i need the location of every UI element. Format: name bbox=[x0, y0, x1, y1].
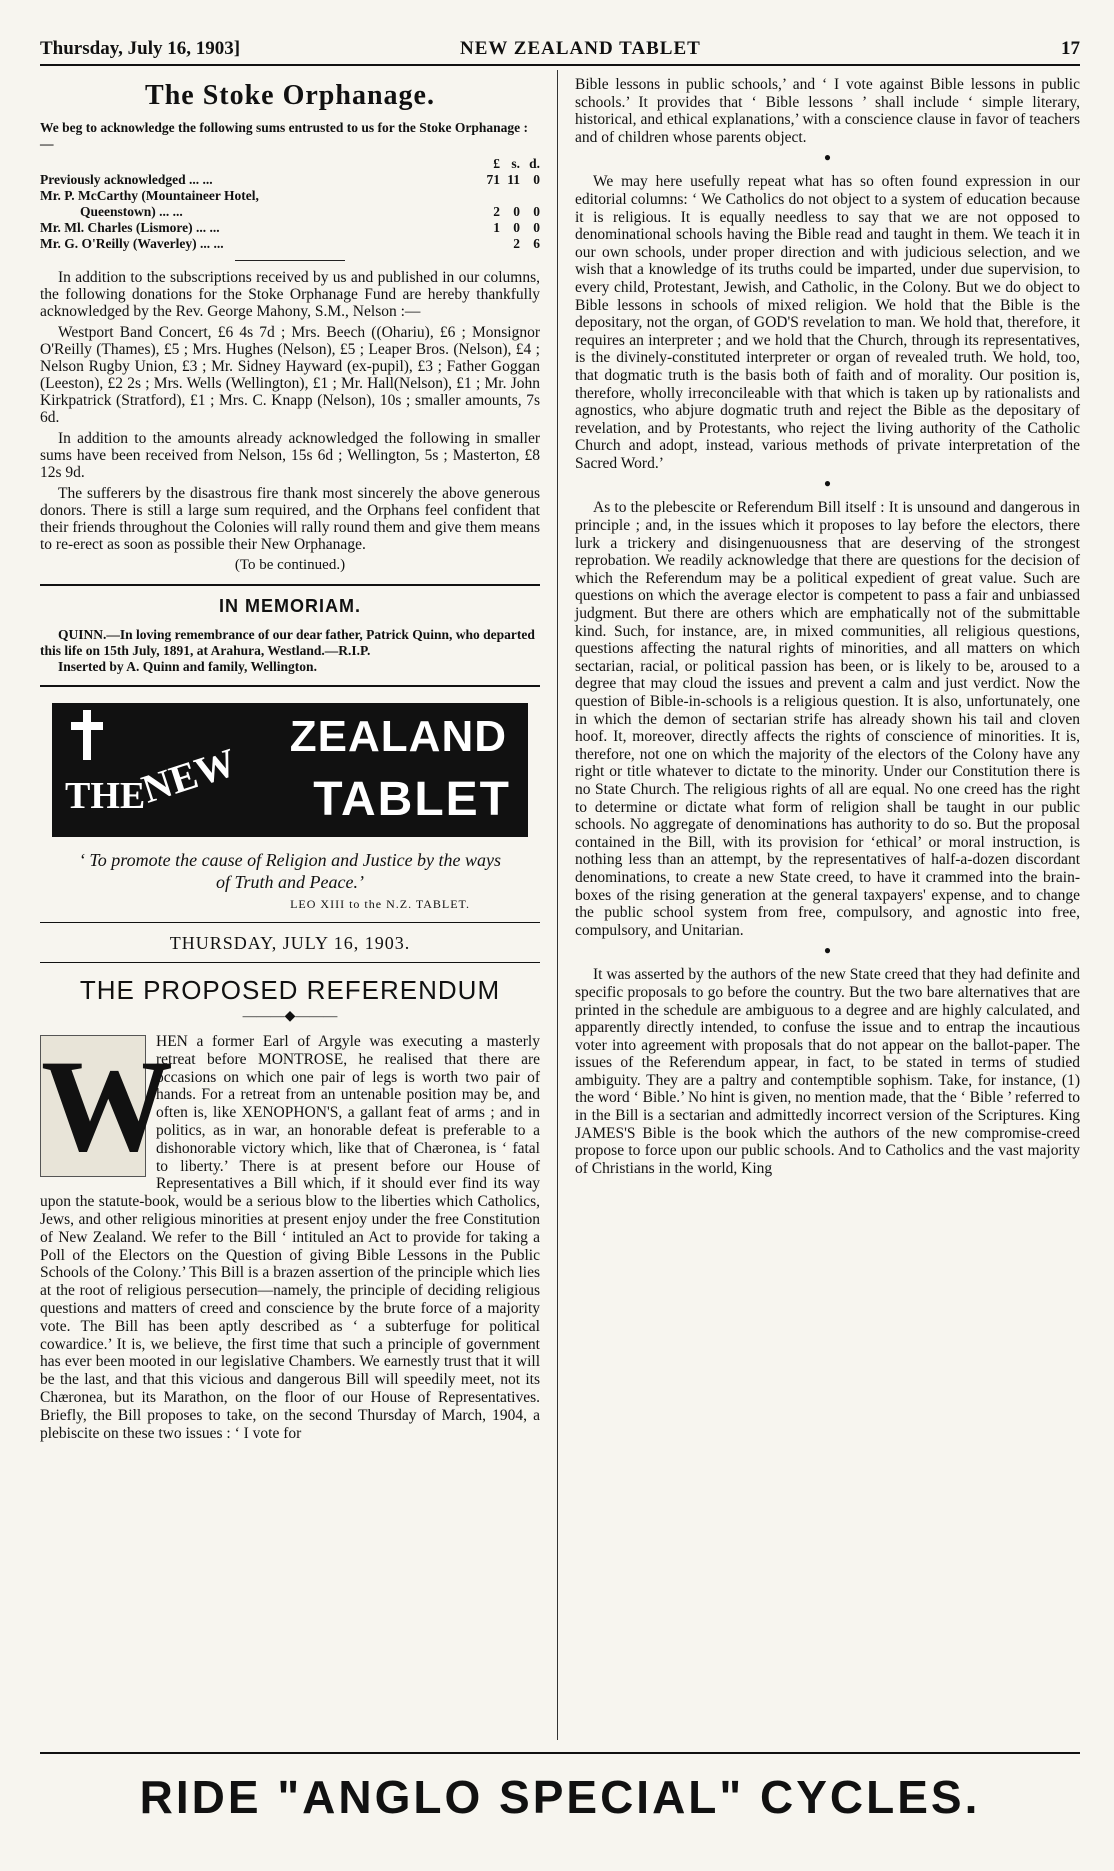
ack-row: Mr. P. McCarthy (Mountaineer Hotel, bbox=[40, 188, 259, 203]
orphanage-paragraph: Westport Band Concert, £6 4s 7d ; Mrs. Beech ((Ohariu), £6 ; Monsignor O'Reilly (Thames), £5 ; Mrs. Hughes (Nelson), £5 ; Leaper Bros. (Nelson), £4 ; Nelson Rugby Union, £3 ; Mr. Sidney Hayward (ex-pupil), £3 ; Father Goggan (Leeston), £2 2s ; Mrs. Wells (Wellington), £1 ; Mr. Hall(Nelson), £1 ; Mr. John Kirkpatrick (Stratford), £1 ; Mrs. C. Knapp (Nelson), 10s ; smaller amounts, 7s 6d. bbox=[40, 324, 540, 426]
paragraph-separator: ● bbox=[823, 150, 832, 165]
paragraph-separator: ● bbox=[823, 943, 832, 958]
section-rule bbox=[40, 922, 540, 923]
masthead-tablet: TABLET bbox=[313, 773, 511, 826]
column-divider bbox=[557, 70, 558, 1740]
orphanage-paragraph: The sufferers by the disastrous fire thank most sincerely the above generous donors. There is still a large sum required, and the Orphans feel confident that their friends throughout the Colonies will rally round them and give them means to re-erect as soon as possible their New Orphanage. bbox=[40, 485, 540, 553]
left-column bbox=[40, 76, 540, 1442]
article-title: THE PROPOSED REFERENDUM bbox=[79, 975, 501, 1005]
article-body bbox=[40, 1033, 540, 1442]
page-header bbox=[40, 34, 1080, 66]
orphanage-paragraph: In addition to the subscriptions received by us and published in our columns, the following donations for the Stoke Orphanage Fund are hereby thankfully acknowledged by the Rev. George Mahony, S.M., Nelson :— bbox=[40, 269, 540, 320]
masthead-logo bbox=[52, 703, 528, 837]
right-column bbox=[575, 76, 1080, 1177]
short-rule bbox=[235, 260, 345, 261]
orphanage-title: The Stoke Orphanage. bbox=[145, 80, 435, 111]
ack-table bbox=[40, 172, 540, 252]
ack-currency-header: £ s. d. bbox=[493, 156, 540, 171]
article-paragraph: Bible lessons in public schools,’ and ‘ I vote against Bible lessons in public schools.’ It provides that ‘ Bible lessons ’ shall include ‘ simple literary, historical, and ethical explanations,’ with a conscience clause in favor of teachers and of children whose parents object. bbox=[575, 76, 1080, 146]
masthead-the: THE bbox=[65, 775, 146, 817]
article-paragraph: As to the plebescite or Referendum Bill itself : It is unsound and dangerous in principle ; and, in the issues which it proposes to lay before the electors, there lurk a trickery and disingenuousness that are deserving of the strongest reprobation. We readily acknowledge that there are questions for the decision of which the Referendum may be a political expedient of great value. Such are questions on which the average elector is competent to pass a fair and unbiassed judgment. But there are others which are emphatically not of the submittable kind. Such, for instance, are, in mixed communities, all religious questions, questions affecting the natural rights of minorities, and all matters on which sectarian, racial, or political passion has been, or is likely to be, aroused to a degree that may cloud the issues and prevent a calm and just verdict. Now the question of Bible-in-schools is a religious question. It is also, unfortunately, one in which the demon of sectarian strife has already shown his tail and cloven hoof. It, moreover, directly affects the rights of conscience of minorities. It is, therefore, not one on which the majority of the electors of the Colony have any right or title whatever to dictate to the minority. Under our Constitution there is no State Church. The religious rights of all are equal. No one creed has the right to determine or dictate what form of religion shall be taught in our public schools. No aggregate of denominations has authority to do so. But the proposal contained in the Bill, with its provision for ‘ethical’ or moral instruction, is nothing less than an attempt, by the representatives of half-a-dozen discordant denominations, to create a new State creed, to have it crammed into the brain-boxes of the rising generation at the general taxpayers' expense, and to change the public school system from free, compulsory, and agnostic into free, compulsory, and Unitarian. bbox=[575, 499, 1080, 939]
article-body-text: HEN a former Earl of Argyle was executing a masterly retreat before MONTROSE, he realised that there are occasions on which one pair of legs is worth two pair of hands. For a retreat from an untenable position may be, and often is, like XENOPHON'S, a gallant feat of arms ; and in politics, as in war, an honorable defeat is preferable to a dishonorable victory which, like that of Chæronea, is ‘ fatal to liberty.’ There is at present before our House of Representatives a Bill which, if it should ever find its way upon the statute-book, would be a serious blow to the liberties which Catholics, Jews, and other religious minorities at present enjoy under the free Constitution of New Zealand. We refer to the Bill ‘ intituled an Act to provide for taking a Poll of the Electors on the Question of giving Bible Lessons in the Public Schools of the Colony.’ This Bill is a brazen assertion of the principle which lies at the root of religious persecution—namely, the principle of deciding religious questions and matters of creed and conscience by the brute force of a majority vote. The Bill has been aptly described as ‘ a subterfuge for political cowardice.’ It is, we believe, the first time that such a principle of government has ever been mooted in our legislative Chambers. We earnestly trust that it will be the last, and that this vicious and dangerous Bill will speedily meet, not its Chæronea, but its Marathon, on the floor of our House of Representatives. Briefly, the Bill proposes to take, on the second Thursday of March, 1904, a plebiscite on these two issues : ‘ I vote for bbox=[40, 1033, 540, 1442]
motto-line-2: of Truth and Peace.’ bbox=[216, 872, 364, 892]
dropcap-letter: W bbox=[41, 1032, 173, 1179]
header-page-number: 17 bbox=[1061, 38, 1080, 59]
orphanage-paragraph: In addition to the amounts already acknowledged the following in smaller sums have been received from Nelson, 15s 6d ; Wellington, 5s ; Masterton, £8 12s 9d. bbox=[40, 430, 540, 481]
motto-line-1: ‘ To promote the cause of Religion and Justice by the ways bbox=[78, 850, 502, 870]
header-date: Thursday, July 16, 1903] bbox=[40, 38, 241, 59]
title-ornament: ———◆——— bbox=[242, 1009, 338, 1024]
masthead-new: NEW bbox=[136, 739, 242, 812]
motto bbox=[40, 849, 540, 893]
orphanage-intro: We beg to acknowledge the following sums entrusted to us for the Stoke Orphanage :— bbox=[40, 120, 529, 151]
paragraph-separator: ● bbox=[823, 476, 832, 491]
section-rule bbox=[40, 685, 540, 687]
section-rule bbox=[40, 962, 540, 963]
ack-row: Previously acknowledged ... ... 71 11 0 bbox=[40, 172, 540, 187]
footer-rule bbox=[40, 1752, 1080, 1754]
motto-attribution: LEO XIII to the N.Z. TABLET. bbox=[290, 897, 470, 911]
article-paragraph: We may here usefully repeat what has so often found expression in our editorial columns: ‘ We Catholics do not object to a system of education because it is religious. It is equally needless to say that we are not opposed to denominational schools having the Bible read and taught in them. We teach it in our own schools, under proper direction and with judicious selection, and we wish that a knowledge of its truths could be imparted, under due supervision, to every child, Protestant, Jewish, and Catholic, in the Colony. But we do object to Bible lessons in schools of mixed religion. We hold that the Bible is the depositary, not the organ, of GOD'S revelation to man. We hold that, therefore, it requires an interpreter ; and we hold that the Church, through its representatives, is the divinely-constituted interpreter or organ of revealed truth. We hold, too, that dogmatic truth is the basis both of faith and of morality. Our position is, therefore, wholly irreconcileable with that which is taken up by rationalists and agnostics, who abjure dogmatic truth and reject the Bible as the depositary of revelation, and by Protestants, who reject the living authority of the Catholic Church and adopt, instead, various methods of private interpretation of the Sacred Word.’ bbox=[575, 173, 1080, 472]
continued-note: (To be continued.) bbox=[234, 557, 346, 573]
memoriam-inserted: Inserted by A. Quinn and family, Wellington. bbox=[58, 659, 317, 674]
memoriam-text: QUINN.—In loving remembrance of our dear father, Patrick Quinn, who departed this life on 15th July, 1891, at Arahura, Westland.—R.I.P. bbox=[40, 627, 535, 658]
header-publication: NEW ZEALAND TABLET bbox=[460, 38, 701, 59]
memoriam-title: IN MEMORIAM. bbox=[219, 596, 361, 616]
ack-row: Mr. G. O'Reilly (Waverley) ... ... 2 6 bbox=[40, 236, 540, 251]
masthead-zealand: ZEALAND bbox=[289, 712, 507, 761]
ack-row: Queenstown) ... ... 2 0 0 bbox=[80, 204, 540, 219]
article-paragraph: It was asserted by the authors of the new State creed that they had definite and specific proposals to go before the country. But the two bare alternatives that are printed in the schedule are ambiguous to a degree and are highly calculated, and apparently directly intended, to confuse the issue and to entrap the incautious voter into agreement with proposals that do not appear on the ballot-paper. The issues of the Referendum appear, in fact, to be stated in terms of studied ambiguity. They are a paltry and contemptible sophism. Take, for instance, (1) the word ‘ Bible.’ No hint is given, no mention made, that the ‘ Bible ’ referred to in the Bill is a sectarian and admittedly incorrect version of the Scriptures. King JAMES'S Bible is the book which the authors of the new compromise-creed propose to force upon our public schools. And to Catholics and the vast majority of Christians in the world, King bbox=[575, 966, 1080, 1177]
footer-advertisement: RIDE "ANGLO SPECIAL" CYCLES. bbox=[139, 1771, 981, 1823]
section-rule bbox=[40, 584, 540, 586]
cross-icon bbox=[69, 710, 105, 760]
dateline: THURSDAY, JULY 16, 1903. bbox=[169, 933, 411, 953]
ack-row: Mr. Ml. Charles (Lismore) ... ... 1 0 0 bbox=[40, 220, 540, 235]
